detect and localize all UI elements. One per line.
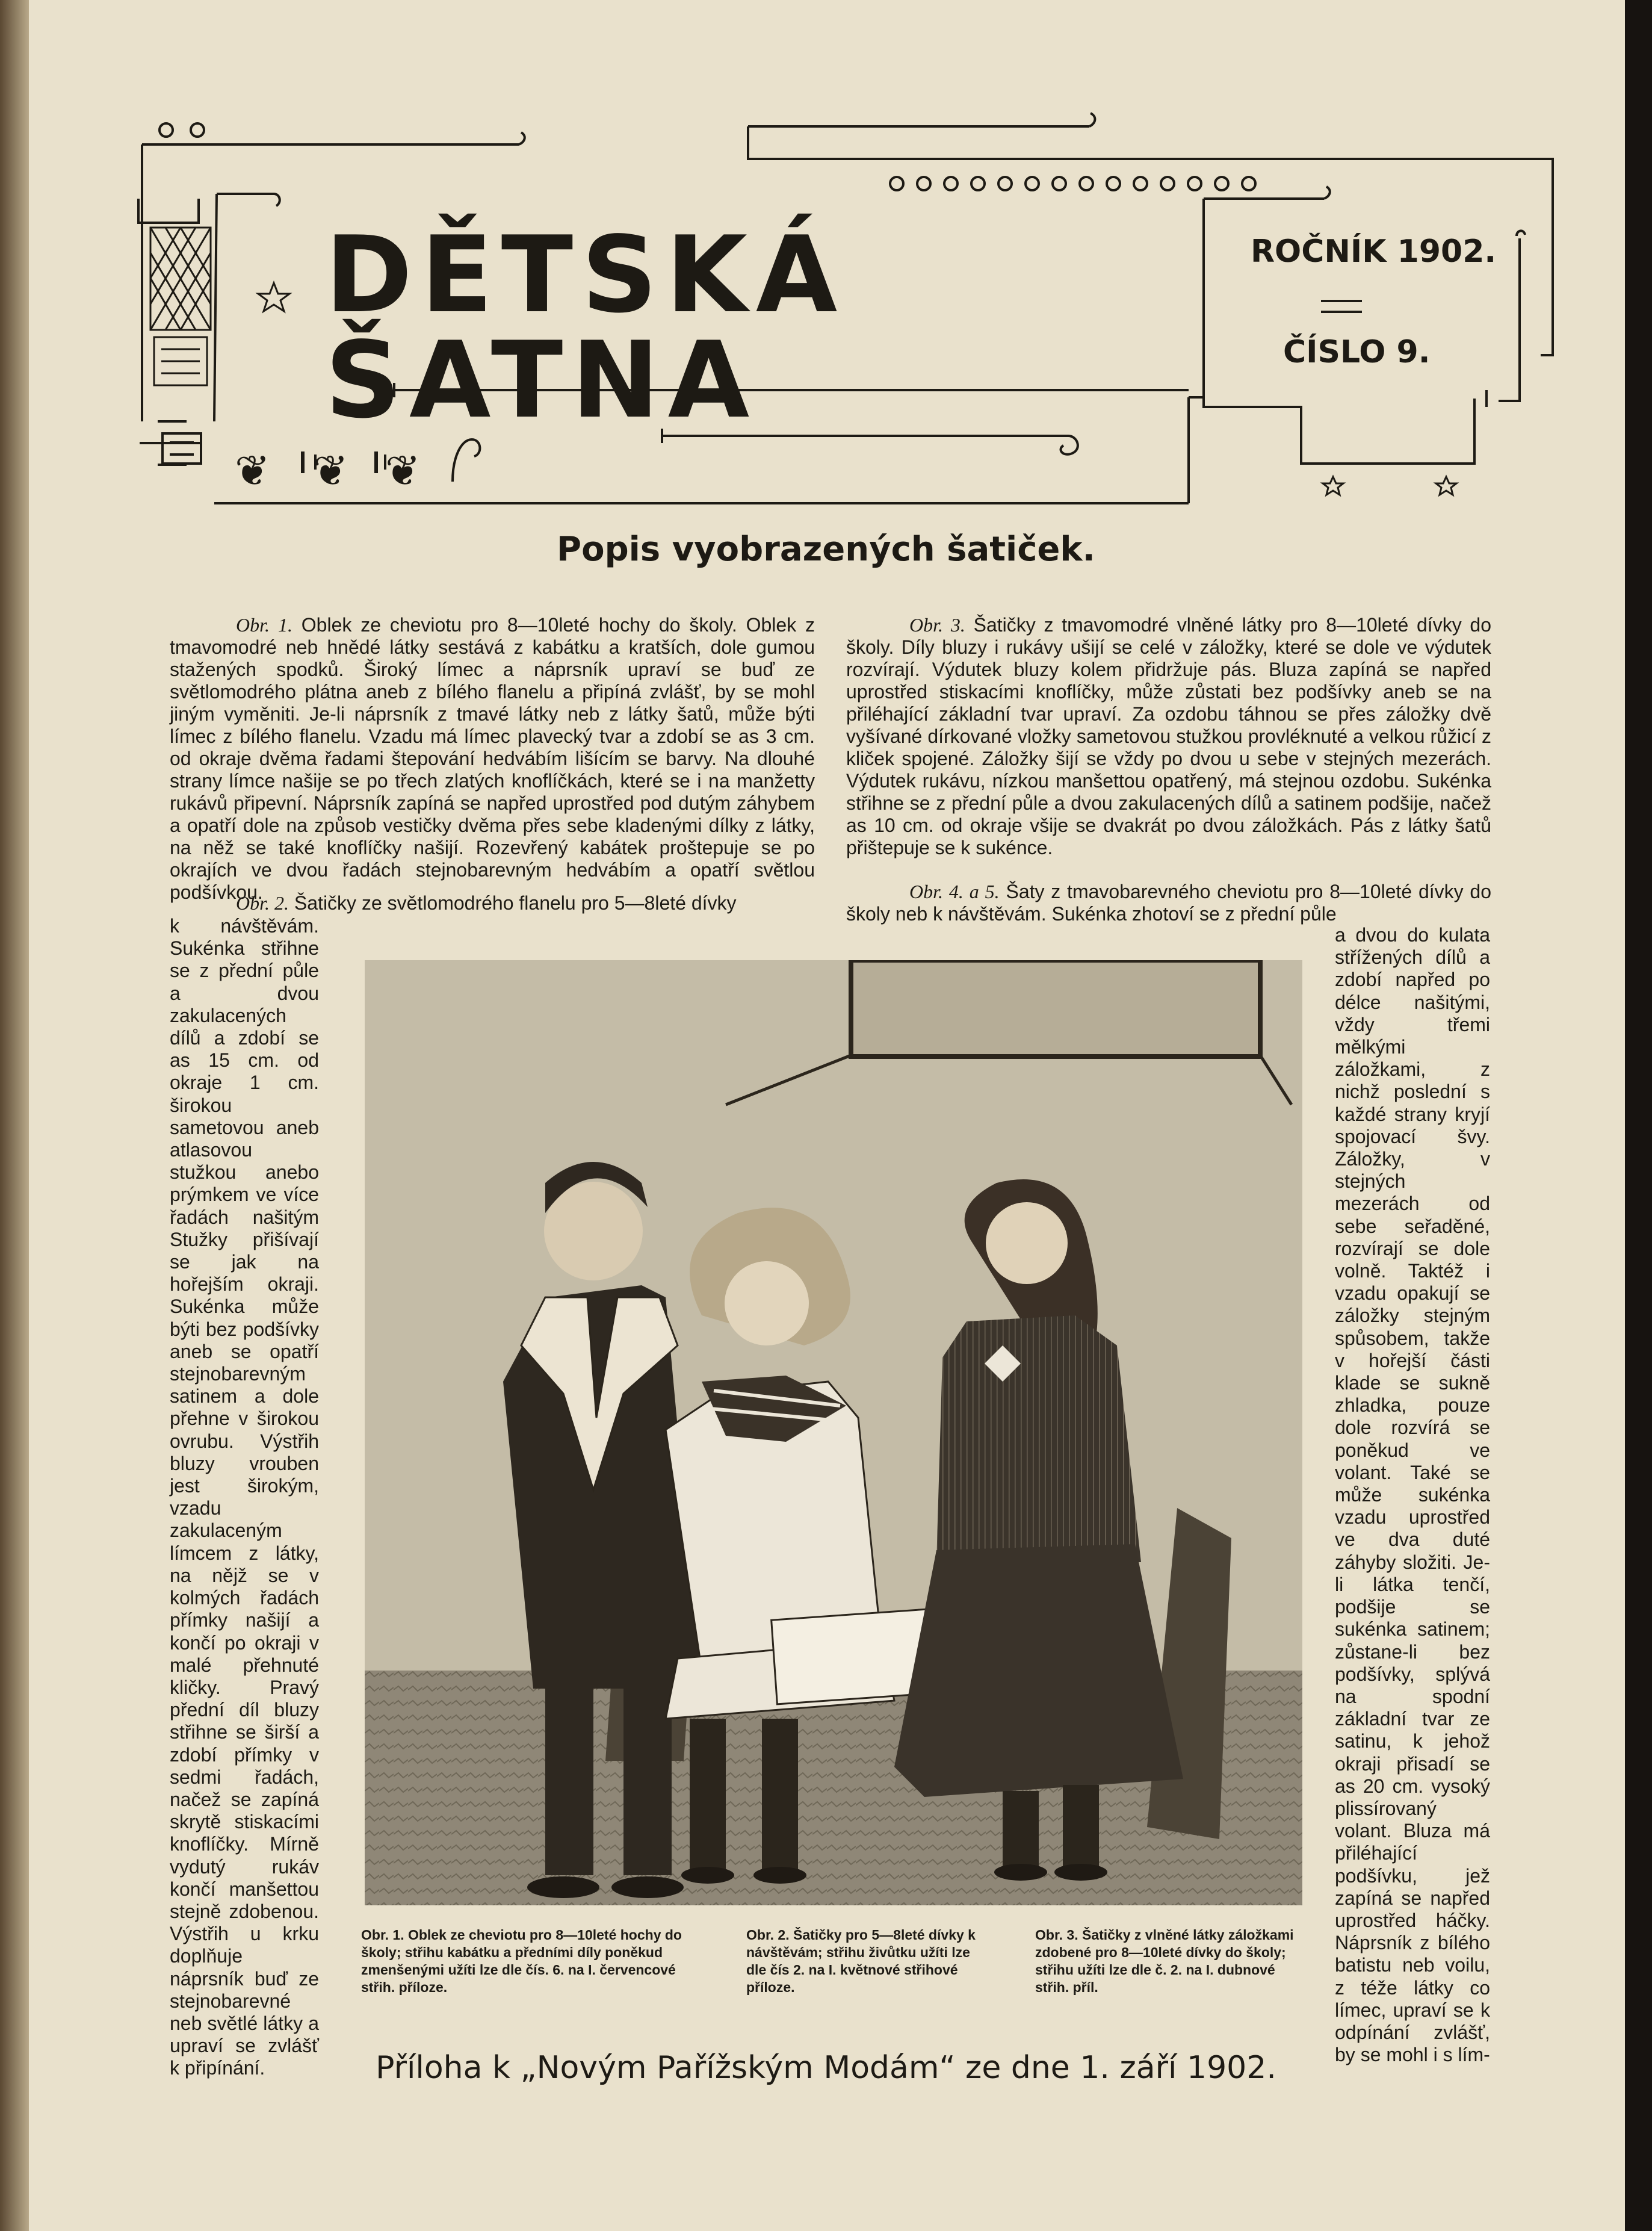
fig45-intro-text: Šaty z tmavobarevného cheviotu pro 8—10leté dívky do školy neb k návštěvám. Sukénka zhotoví se z přední půle [846, 881, 1492, 925]
caption-fig2: Obr. 2. Šatičky pro 5—8leté dívky k návštěvám; střihu živůtku užíti lze dle čís 2. na I. květnové střihové příloze. [746, 1927, 976, 1995]
caption-fig3: Obr. 3. Šatičky z vlněné látky záložkami zdobené pro 8—10leté dívky do školy; střihu užíti lze dle č. 2. na I. dubnové střih. příl. [1035, 1927, 1294, 1995]
fig1-text: Oblek ze cheviotu pro 8—10leté hochy do školy. Oblek z tmavomodré neb hnědé látky sestává z kabátku a kratších, dole gumou stažených spodků. Široký límec a náprsník upraví se buď ze světlomodrého plátna aneb z bílého flanelu a připíná zvlášť, by se mohl jiným vyměniti. Je-li náprsník z tmavé látky neb z látky šatů, může býti límec z bílého flanelu. Vzadu má límec plavecký tvar a zdobí se as 3 cm. od okraje dvěma řadami štepování hedvábím lišícím se barvy. Na dlouhé strany límce našije se po třech zlatých knoflíčkách, které se i na manžetty rukávů připevní. Náprsník zapíná se napřed uprostřed pod dutým záhybem a opatří dole na způsob vestičky dvěma přes sebe kladenými dílky z látky, na něž se také knoflíčky našijí. Rozevřený kabátek proštepuje se po okrajích ve dvou řadách stejnobarevným hedvábím a opatří světlou podšívkou. [170, 614, 815, 903]
children-illustration-svg [365, 960, 1302, 1905]
fig1-label: Obr. 1. [236, 614, 292, 636]
fig3-text: Šatičky z tmavomodré vlněné látky pro 8—10leté dívky do školy. Díly bluzy i rukávy ušijí se celé v záložky, které se dole ve výdutek rozvírají. Výdutek bluzy kolem přidržuje pás. Bluza zapíná se napřed uprostřed stiskacími knoflíčky, může zůstati bez podšívky aneb se na přiléhající základní tvar upraví. Za ozdobu táhnou se přes záložky dvě vyšívané dírkované vložky sametovou stužkou provléknuté a velkou růžicí z kliček spojené. Záložky šijí se vždy po dvou u sebe v stejných mezerách. Výdutek rukávu, nízkou manšettou opatřený, má stejnou ozdobu. Sukénka střihne se z přední půle a dvou zakulacených dílů a satinem podšije, načež as 10 cm. od okraje všije se dvakrát po dvou záložkách. Pás z látky šatů přištepuje se k sukénce. [846, 614, 1492, 858]
section-title: Popis vyobrazených šatiček. [557, 530, 1095, 569]
masthead-separator [1321, 300, 1362, 313]
fashion-illustration [365, 960, 1302, 1905]
caption-fig1: Obr. 1. Oblek ze cheviotu pro 8—10leté hochy do školy; střihu kabátku a předními díly poněkud zmenšenými užíti lze dle čís. 6. na I. červencové střih. příloze. [361, 1927, 682, 1995]
article-fig3-paragraph [846, 614, 1491, 859]
fig45-label: Obr. 4. a 5. [909, 881, 1000, 902]
svg-text:❦: ❦ [235, 446, 270, 495]
article-fig2-column: k návštěvám. Sukénka střihne se z přední půle a dvou zakulacených dílů a zdobí se as 15 cm. od okraje 1 cm. širokou sametovou aneb atlasovou stužkou anebo prýmkem ve více řadách našitým Stužky přišívají se jak na hořejším okraji. Sukénka může býti bez podšívky aneb se opatří stejnobarevným satinem a dole přehne v širokou ovrubu. Výstřih bluzy vrouben jest širokým, vzadu zakulaceným límcem z látky, na nějž se v kolmých řadách přímky našijí a končí po okraji v malé přehnuté kličky. Pravý přední díl bluzy střihne se širší a zdobí přímky v sedmi řadách, načež se zapíná skrytě stiskacími knoflíčky. Mírně vydutý rukáv končí manšettou stejně zdobenou. Výstřih u krku doplňuje náprsník buď ze stejnobarevné neb světlé látky a upraví se zvlášť k připínání. [170, 915, 319, 2079]
fig2-label: Obr. 2. [236, 892, 289, 914]
masthead-title: DĚTSKÁ ŠATNA [325, 214, 846, 442]
svg-text:❦: ❦ [313, 446, 348, 495]
svg-text:❦: ❦ [385, 446, 421, 495]
fig2-intro-text: Šatičky ze světlomodrého flanelu pro 5—8leté dívky [294, 892, 737, 914]
article-fig45-intro [846, 881, 1491, 925]
fig3-label: Obr. 3. [909, 614, 965, 636]
article-fig2-intro [170, 892, 815, 914]
volume-label: ROČNÍK 1902. [1251, 234, 1497, 270]
article-fig1-paragraph [170, 614, 815, 904]
issue-label: ČÍSLO 9. [1283, 334, 1431, 370]
article-fig45-column: a dvou do kulata střížených dílů a zdobí napřed po délce našitými, vždy třemi mělkými záložkami, z nichž poslední s každé strany kryjí spojovací švy. Záložky, v stejných mezerách od sebe seřaděné, rozvírají se dole volně. Taktéž i vzadu opakují se záložky stejným spůsobem, takže v hořejší části klade se sukně zhladka, pouze dole rozvírá se poněkud ve volant. Také se může sukénka vzadu uprostřed ve dva duté záhyby složiti. Je-li látka tenčí, podšije se sukénka satinem; zůstane-li bez podšívky, splývá na spodní základní tvar ze satinu, k jehož okraji přisadí se as 20 cm. vysoký plissírovaný volant. Bluza má přiléhající podšívku, jež zapíná se napřed uprostřed háčky. Náprsník z bílého batistu neb voilu, z téže látky co límec, upraví se k odpínání zvlášť, by se mohl i s lím- [1335, 924, 1490, 2066]
page-footer: Příloha k „Novým Pařížským Modám“ ze dne 1. září 1902. [376, 2050, 1276, 2086]
